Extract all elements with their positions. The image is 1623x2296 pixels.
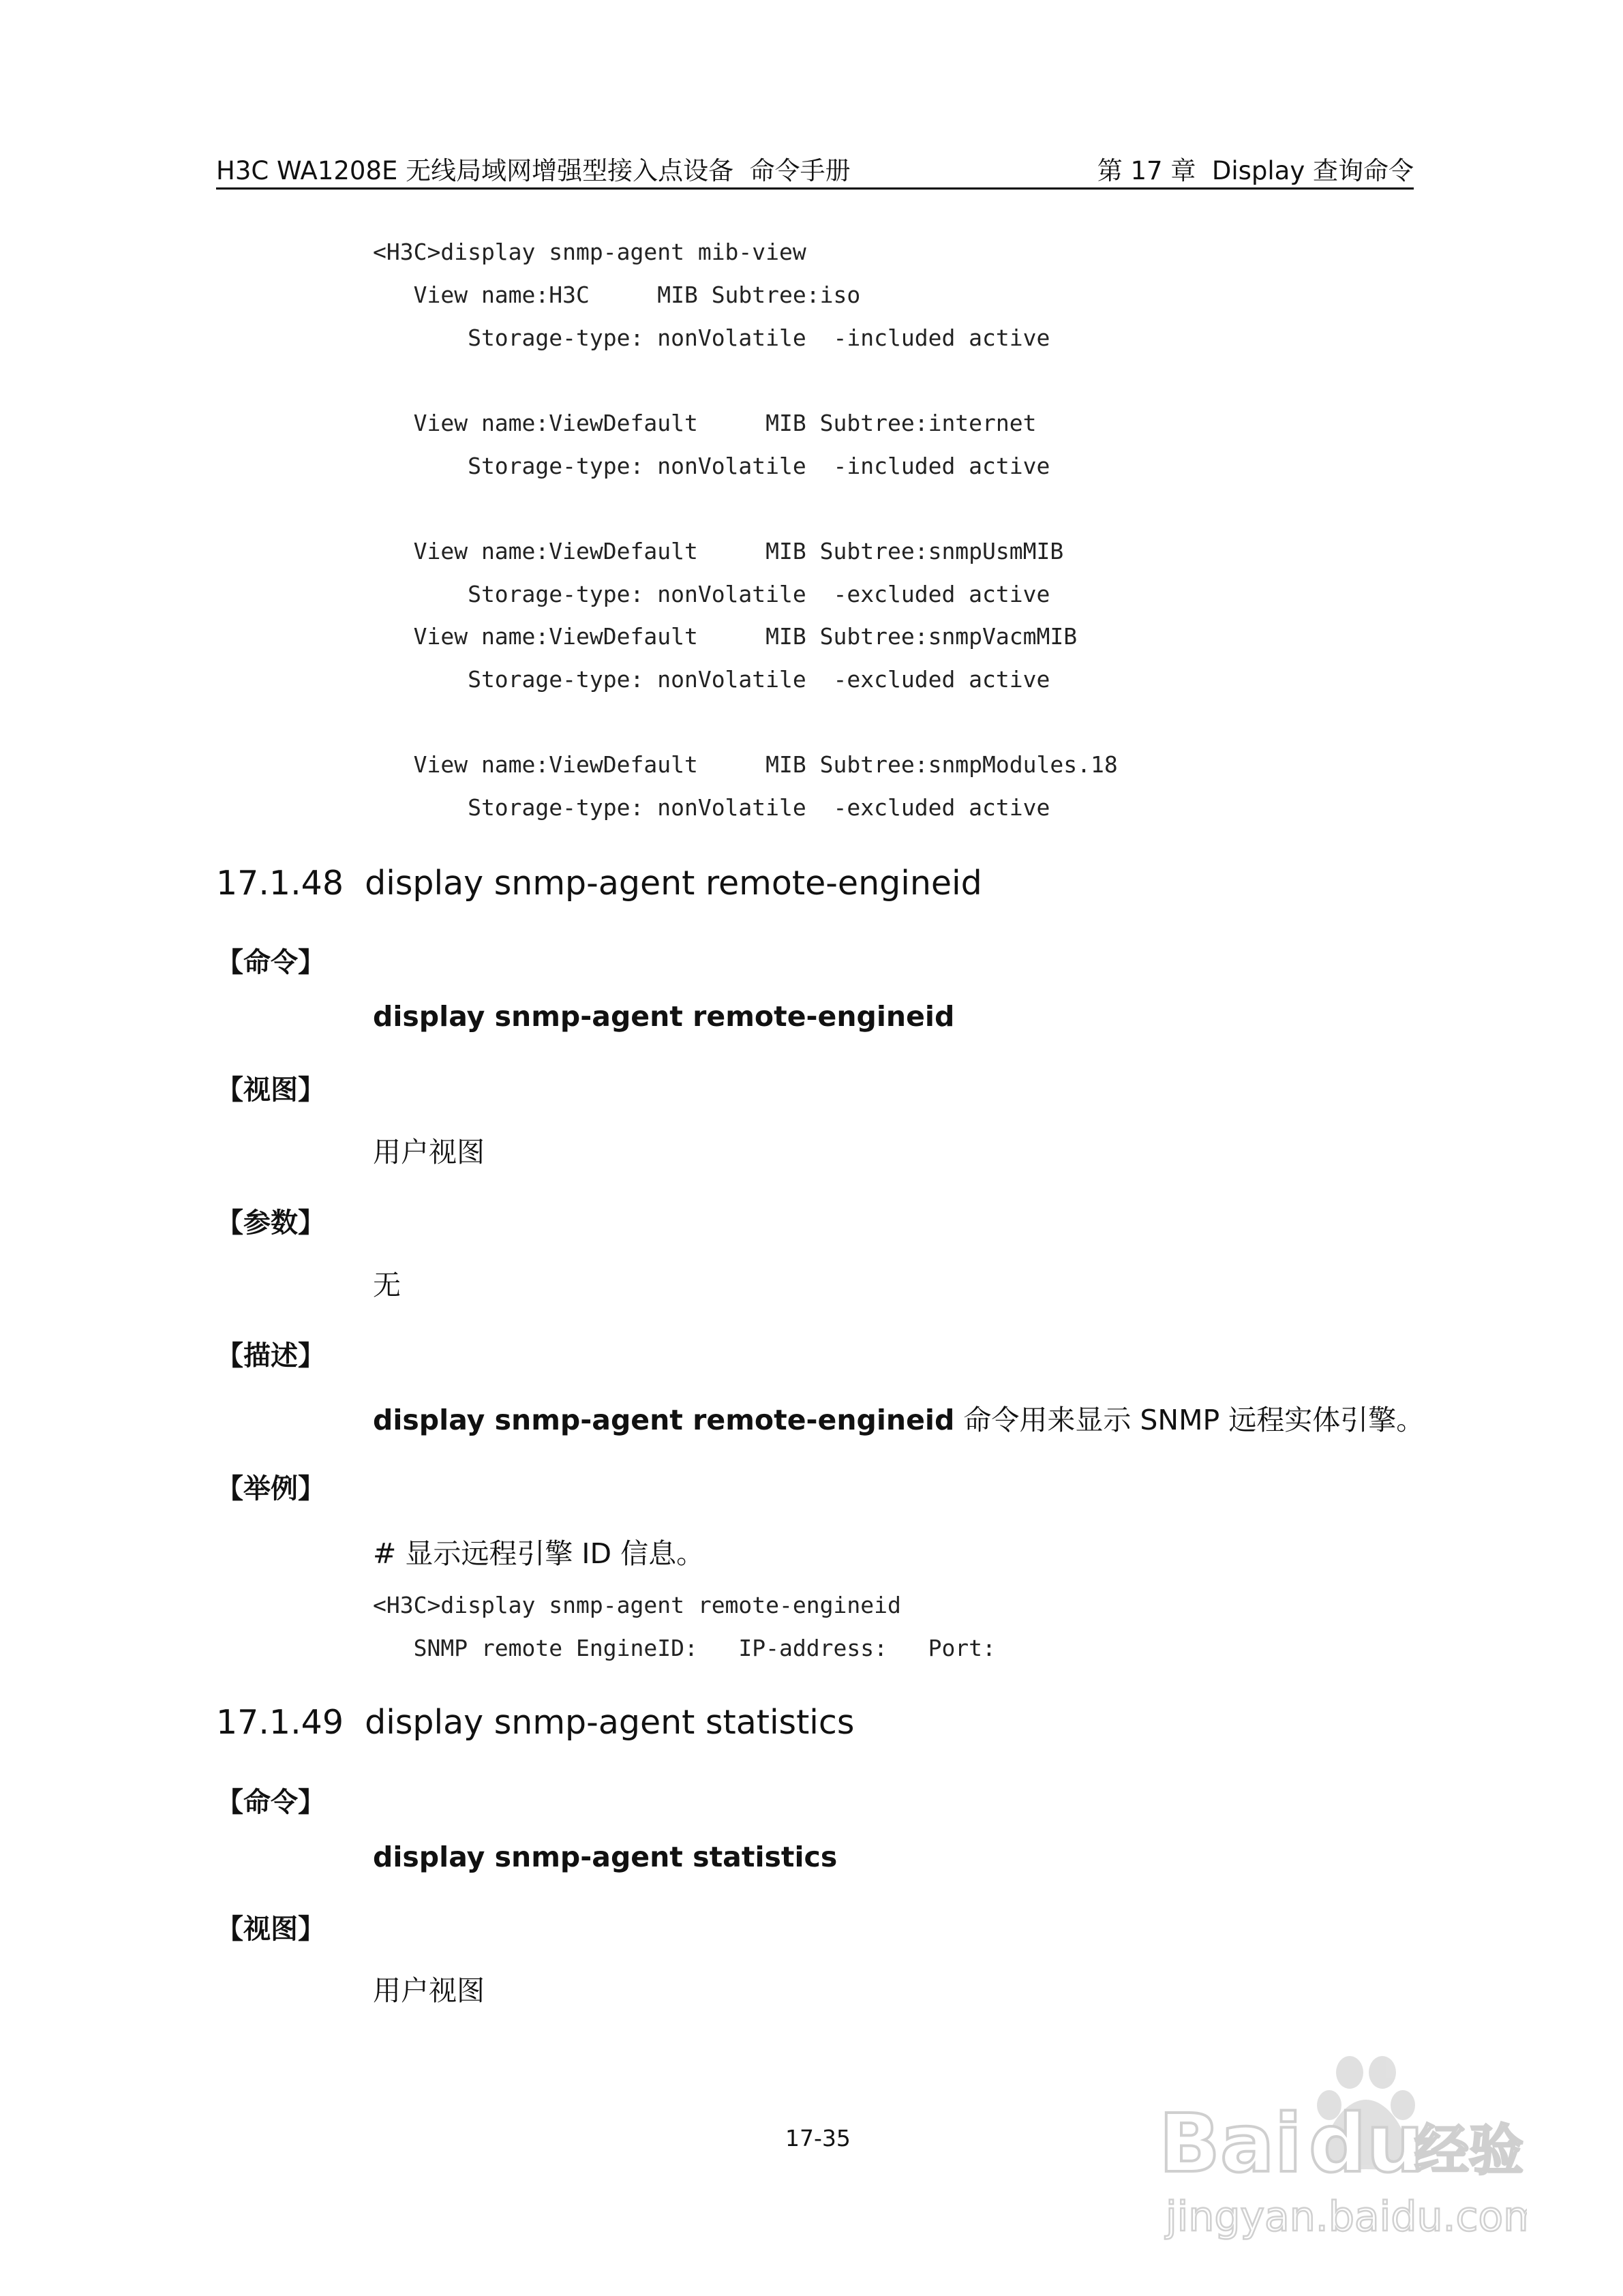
code-line: <H3C>display snmp-agent remote-engineid	[373, 1592, 901, 1618]
header-title: H3C WA1208E 无线局域网增强型接入点设备 命令手册	[216, 156, 851, 185]
code-line: View name:ViewDefault MIB Subtree:snmpUsmMIB	[373, 538, 1064, 564]
code-line: View name:ViewDefault MIB Subtree:internet	[373, 410, 1037, 436]
code-line: View name:H3C MIB Subtree:iso	[373, 282, 861, 308]
description-command: display snmp-agent remote-engineid	[373, 1404, 955, 1436]
header-rule	[216, 187, 1414, 190]
label-command: 【命令】	[216, 947, 325, 978]
code-line: View name:ViewDefault MIB Subtree:snmpVacmMIB	[373, 623, 1078, 650]
params-text: 无	[373, 1269, 401, 1301]
label-command: 【命令】	[216, 1787, 325, 1818]
code-line: SNMP remote EngineID: IP-address: Port:	[373, 1635, 996, 1661]
label-description: 【描述】	[216, 1340, 325, 1372]
section-title: 17.1.48 display snmp-agent remote-engineid	[216, 864, 982, 903]
header-chapter: 第 17 章 Display 查询命令	[1097, 156, 1414, 185]
svg-text:du: du	[1309, 2096, 1424, 2190]
command-syntax: display snmp-agent statistics	[373, 1841, 838, 1873]
code-line: Storage-type: nonVolatile -included active	[373, 324, 1050, 351]
code-line: Storage-type: nonVolatile -included active	[373, 453, 1050, 479]
svg-text:经验: 经验	[1414, 2119, 1523, 2182]
label-example: 【举例】	[216, 1473, 325, 1505]
code-line: Storage-type: nonVolatile -excluded active	[373, 581, 1050, 607]
view-text: 用户视图	[373, 1136, 485, 1168]
page-number: 17-35	[785, 2125, 851, 2151]
code-line: Storage-type: nonVolatile -excluded active	[373, 794, 1050, 821]
description-rest: 命令用来显示 SNMP 远程实体引擎。	[954, 1404, 1425, 1436]
label-view: 【视图】	[216, 1074, 325, 1106]
description-text	[373, 1398, 1424, 1438]
view-text: 用户视图	[373, 1974, 485, 2007]
command-syntax: display snmp-agent remote-engineid	[373, 1000, 955, 1033]
section-title: 17.1.49 display snmp-agent statistics	[216, 1703, 855, 1742]
code-line: Storage-type: nonVolatile -excluded active	[373, 666, 1050, 693]
svg-text:jingyan.baidu.com: jingyan.baidu.com	[1166, 2193, 1527, 2241]
baidu-paw-logo	[1145, 2052, 1527, 2250]
svg-text:Bai: Bai	[1159, 2096, 1303, 2190]
label-view: 【视图】	[216, 1914, 325, 1945]
baidu-watermark	[1145, 2052, 1527, 2250]
code-line: View name:ViewDefault MIB Subtree:snmpModules.18	[373, 751, 1118, 778]
example-comment: # 显示远程引擎 ID 信息。	[373, 1537, 705, 1570]
label-params: 【参数】	[216, 1207, 325, 1239]
code-line: <H3C>display snmp-agent mib-view	[373, 239, 806, 265]
